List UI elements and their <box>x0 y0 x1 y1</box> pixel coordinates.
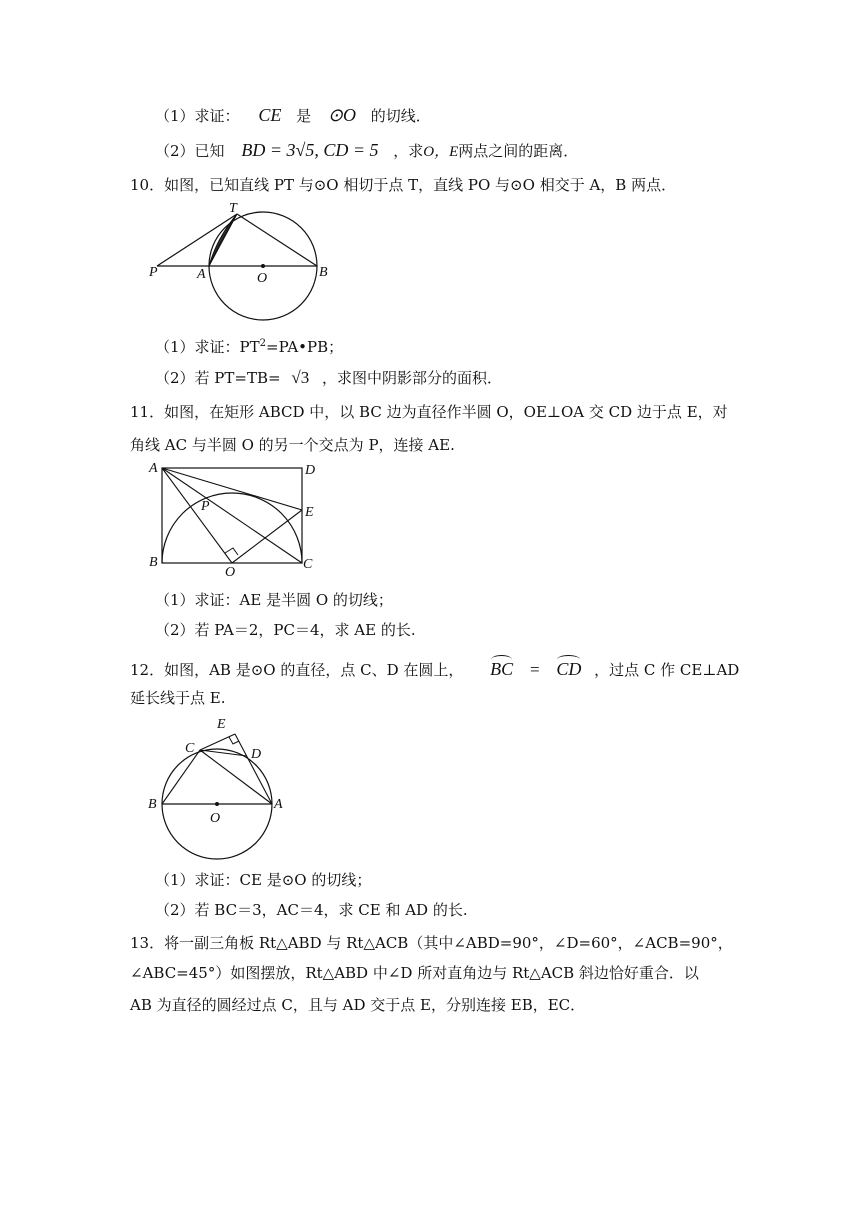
q12-line-ae <box>235 734 272 804</box>
q10-part2: （2）若 PT=TB= √3 ，求图中阴影部分的面积． <box>155 368 502 387</box>
q12-part2: （2）若 BC＝3，AC＝4，求 CE 和 AD 的长. <box>155 901 468 919</box>
q12-arc-bc: BC <box>490 655 513 679</box>
q12-label-o: O <box>210 811 221 826</box>
q10-center-dot <box>261 264 265 268</box>
q11-label-a: A <box>149 461 158 476</box>
q10-line-at <box>209 214 237 266</box>
q10-label-o: O <box>257 271 268 286</box>
q13-line1: 13．将一副三角板 Rt△ABD 与 Rt△ACB（其中∠ABD=90°，∠D=60°，∠ACB=90°， <box>130 934 733 952</box>
q9-part1: （1）求证： CE 是 ⊙O 的切线． <box>155 105 431 125</box>
q12-part1: （1）求证：CE 是⊙O 的切线； <box>155 871 372 889</box>
q12-label-d: D <box>251 747 262 762</box>
q11-label-d: D <box>305 463 316 478</box>
q10-part1: （1）求证：$PT^2=PA•PB$； <box>155 338 344 356</box>
q12-center-dot <box>215 802 219 806</box>
q12-label-c: C <box>185 741 195 756</box>
q10-text: 10．如图，已知直线 PT 与⊙O 相切于点 T，直线 PO 与⊙O 相交于 A，B 两点． <box>130 176 677 194</box>
q13-line3: AB 为直径的圆经过点 C，且与 AD 交于点 E，分别连接 EB，EC． <box>130 996 586 1014</box>
q10-line-pt <box>157 214 237 266</box>
q10-diagram <box>145 200 345 290</box>
q12-line-ca <box>200 750 272 804</box>
q11-right-angle <box>225 548 238 555</box>
q12-line-ce <box>200 734 235 750</box>
q12-label-e: E <box>217 717 226 732</box>
q9-part2: （2）已知 BD = 3√5, CD = 5 ，求O，E两点之间的距离． <box>155 140 579 160</box>
q10-label-a: A <box>197 267 206 282</box>
q12-arc-cd: CD <box>556 655 581 679</box>
q11-label-e: E <box>305 505 314 520</box>
q10-label-t: T <box>229 201 237 216</box>
q11-label-c: C <box>303 557 313 572</box>
q11-label-p: P <box>201 499 210 514</box>
q11-text-line1: 11．如图，在矩形 ABCD 中，以 BC 边为直径作半圆 O，OE⊥OA 交 CD 边于点 E，对 <box>130 403 728 421</box>
q10-label-b: B <box>319 265 328 280</box>
q12-diagram <box>145 712 295 862</box>
q12-label-a: A <box>274 797 283 812</box>
q13-line2: ∠ABC=45°）如图摆放，Rt△ABD 中∠D 所对直角边与 Rt△ACB 斜边恰好重合．以 <box>130 964 699 982</box>
q10-line-tb <box>237 214 317 266</box>
q11-label-o: O <box>225 565 236 580</box>
q12-text-line2: 延长线于点 E. <box>130 689 226 707</box>
q11-line-ae <box>162 468 302 510</box>
q10-label-p: P <box>149 265 158 280</box>
q11-part1: （1）求证：AE 是半圆 O 的切线； <box>155 591 393 609</box>
q11-diagram <box>145 458 325 578</box>
q11-text-line2: 角线 AC 与半圆 O 的另一个交点为 P，连接 AE. <box>130 436 455 454</box>
q12-label-b: B <box>148 797 157 812</box>
q11-label-b: B <box>149 555 158 570</box>
q11-line-oe <box>232 510 302 563</box>
q11-part2: （2）若 PA＝2，PC＝4，求 AE 的长. <box>155 621 416 639</box>
q12-text-line1: 12．如图，AB 是⊙O 的直径，点 C、D 在圆上， BC = CD ，过点 C 作 CE⊥AD <box>130 655 739 680</box>
q11-line-ao <box>162 468 232 563</box>
q12-line-bc <box>162 750 200 804</box>
